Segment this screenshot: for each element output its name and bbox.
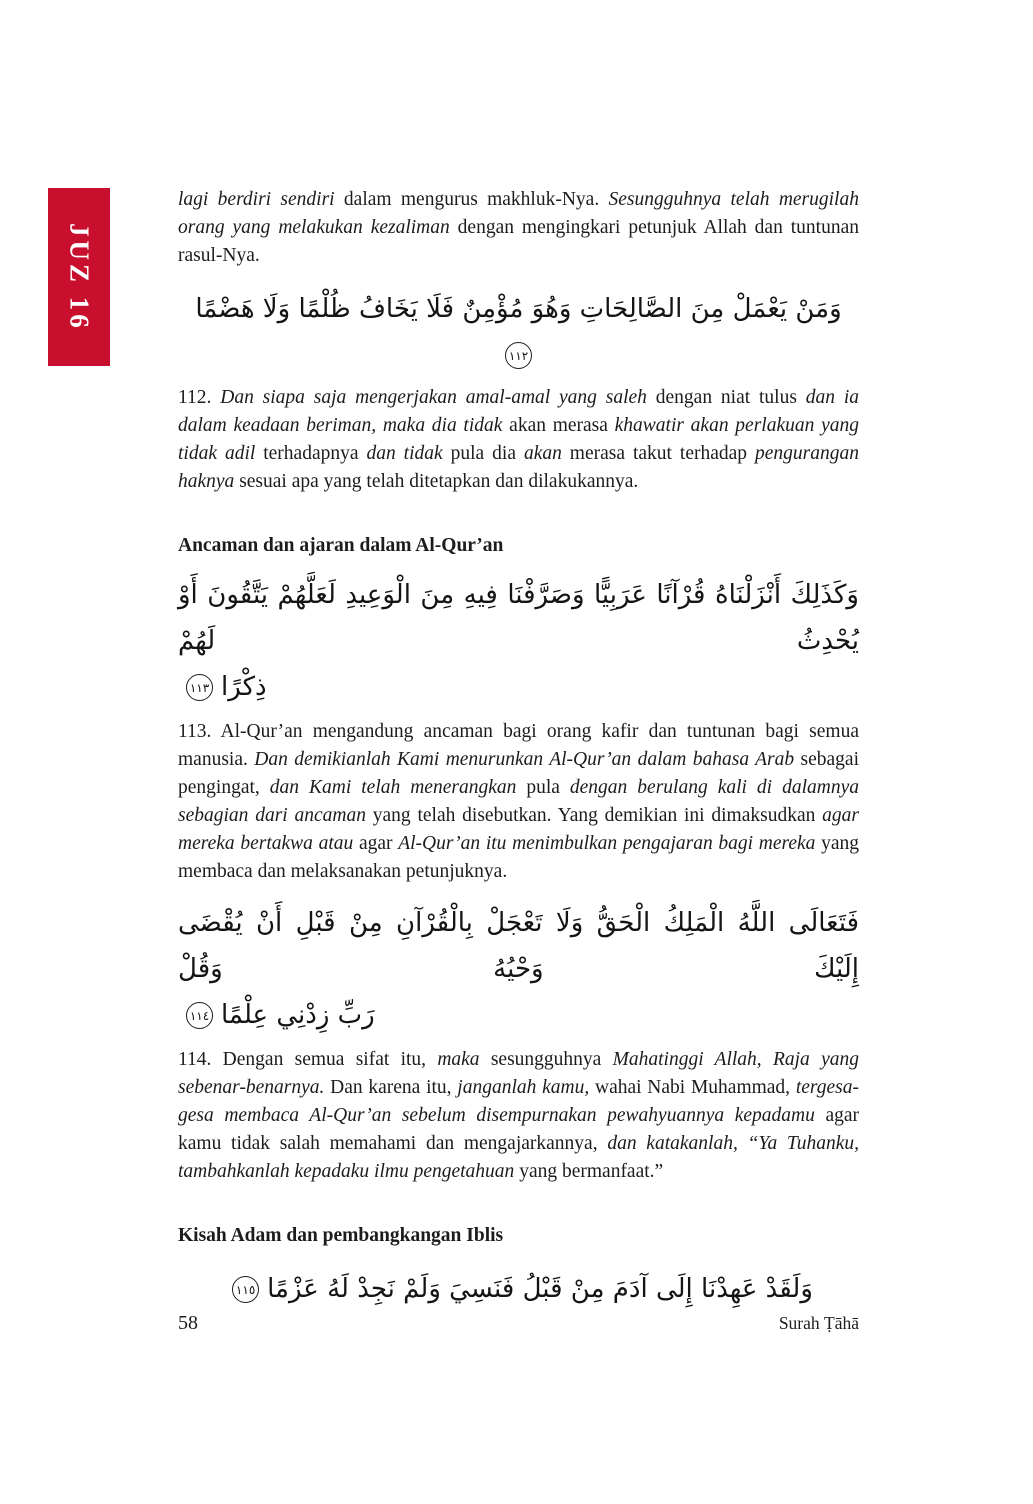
- ayah-number-114-icon: ١١٤: [186, 1002, 213, 1029]
- page-footer: [178, 1312, 859, 1335]
- verse-113-line2-text: ذِكْرًا: [221, 672, 267, 702]
- ayah-number-112-icon: ١١٢: [505, 342, 532, 369]
- paragraph-continuation: lagi berdiri sendiri dalam mengurus makhluk-Nya. Sesungguhnya telah merugilah orang yang melakukan kezaliman dengan mengingkari petunjuk Allah dan tuntunan rasul-Nya.: [178, 189, 859, 266]
- arabic-verse-115: [178, 1266, 859, 1312]
- section-heading-ancaman: Ancaman dan ajaran dalam Al-Qur’an: [178, 535, 504, 556]
- verse-114-line2-text: رَبِّ زِدْنِي عِلْمًا: [221, 1000, 375, 1030]
- ayah-number-115-icon: ١١٥: [232, 1276, 259, 1303]
- verse-113-line2: [178, 664, 859, 710]
- arabic-verse-114: [178, 900, 859, 1038]
- verse-115-text: وَلَقَدْ عَهِدْنَا إِلَى آدَمَ مِنْ قَبْلُ فَنَسِيَ وَلَمْ نَجِدْ لَهُ عَزْمًا: [267, 1274, 813, 1304]
- verse-113-line1: وَكَذَلِكَ أَنْزَلْنَاهُ قُرْآنًا عَرَبِيًّا وَصَرَّفْنَا فِيهِ مِنَ الْوَعِيدِ لَعَلَّهُمْ يَتَّقُونَ أَوْ يُحْدِثُ لَهُمْ: [178, 580, 859, 656]
- section-heading-kisah-adam: Kisah Adam dan pembangkangan Iblis: [178, 1225, 504, 1246]
- arabic-verse-112: [178, 286, 859, 378]
- paragraph-113: 113. Al-Qur’an mengandung ancaman bagi orang kafir dan tuntunan bagi semua manusia. Dan demikianlah Kami menurunkan Al-Qur’an dalam bahasa Arab sebagai pengingat, dan Kami telah menerangkan pula dengan berulang kali di dalamnya sebagian dari ancaman yang telah disebutkan. Yang demikian ini dimaksudkan agar mereka bertakwa atau agar Al-Qur’an itu menimbulkan pengajaran bagi mereka yang membaca dan melaksanakan petunjuknya.: [178, 721, 860, 882]
- ayah-number-113-icon: ١١٣: [186, 674, 213, 701]
- paragraph-112: 112. Dan siapa saja mengerjakan amal-amal yang saleh dengan niat tulus dan ia dalam keadaan beriman, maka dia tidak akan merasa khawatir akan perlakuan yang tidak adil terhadapnya dan tidak pula dia akan merasa takut terhadap pengurangan haknya sesuai apa yang telah ditetapkan dan dilakukannya.: [178, 387, 859, 492]
- verse-112-text: وَمَنْ يَعْمَلْ مِنَ الصَّالِحَاتِ وَهُوَ مُؤْمِنٌ فَلَا يَخَافُ ظُلْمًا وَلَا هَضْمًا: [195, 294, 842, 324]
- juz-label: JUZ 16: [64, 222, 95, 332]
- surah-footer-title: Surah Ṭāhā: [778, 1313, 859, 1333]
- arabic-verse-113: [178, 572, 859, 710]
- page-content: [178, 186, 859, 1312]
- paragraph-114: 114. Dengan semua sifat itu, maka sesungguhnya Mahatinggi Allah, Raja yang sebenar-benarnya. Dan karena itu, janganlah kamu, wahai Nabi Muhammad, tergesa-gesa membaca Al-Qur’an sebelum disempurnakan pewahyuannya kepadamu agar kamu tidak salah memahami dan mengajarkannya, dan katakanlah, “Ya Tuhanku, tambahkanlah kepadaku ilmu pengetahuan yang bermanfaat.”: [178, 1049, 860, 1182]
- verse-114-line2: [178, 992, 859, 1038]
- page-number: 58: [178, 1312, 198, 1334]
- juz-tab: [48, 188, 110, 366]
- verse-114-line1: فَتَعَالَى اللَّهُ الْمَلِكُ الْحَقُّ وَلَا تَعْجَلْ بِالْقُرْآنِ مِنْ قَبْلِ أَنْ يُقْضَى إِلَيْكَ وَحْيُهُ وَقُلْ: [178, 908, 859, 984]
